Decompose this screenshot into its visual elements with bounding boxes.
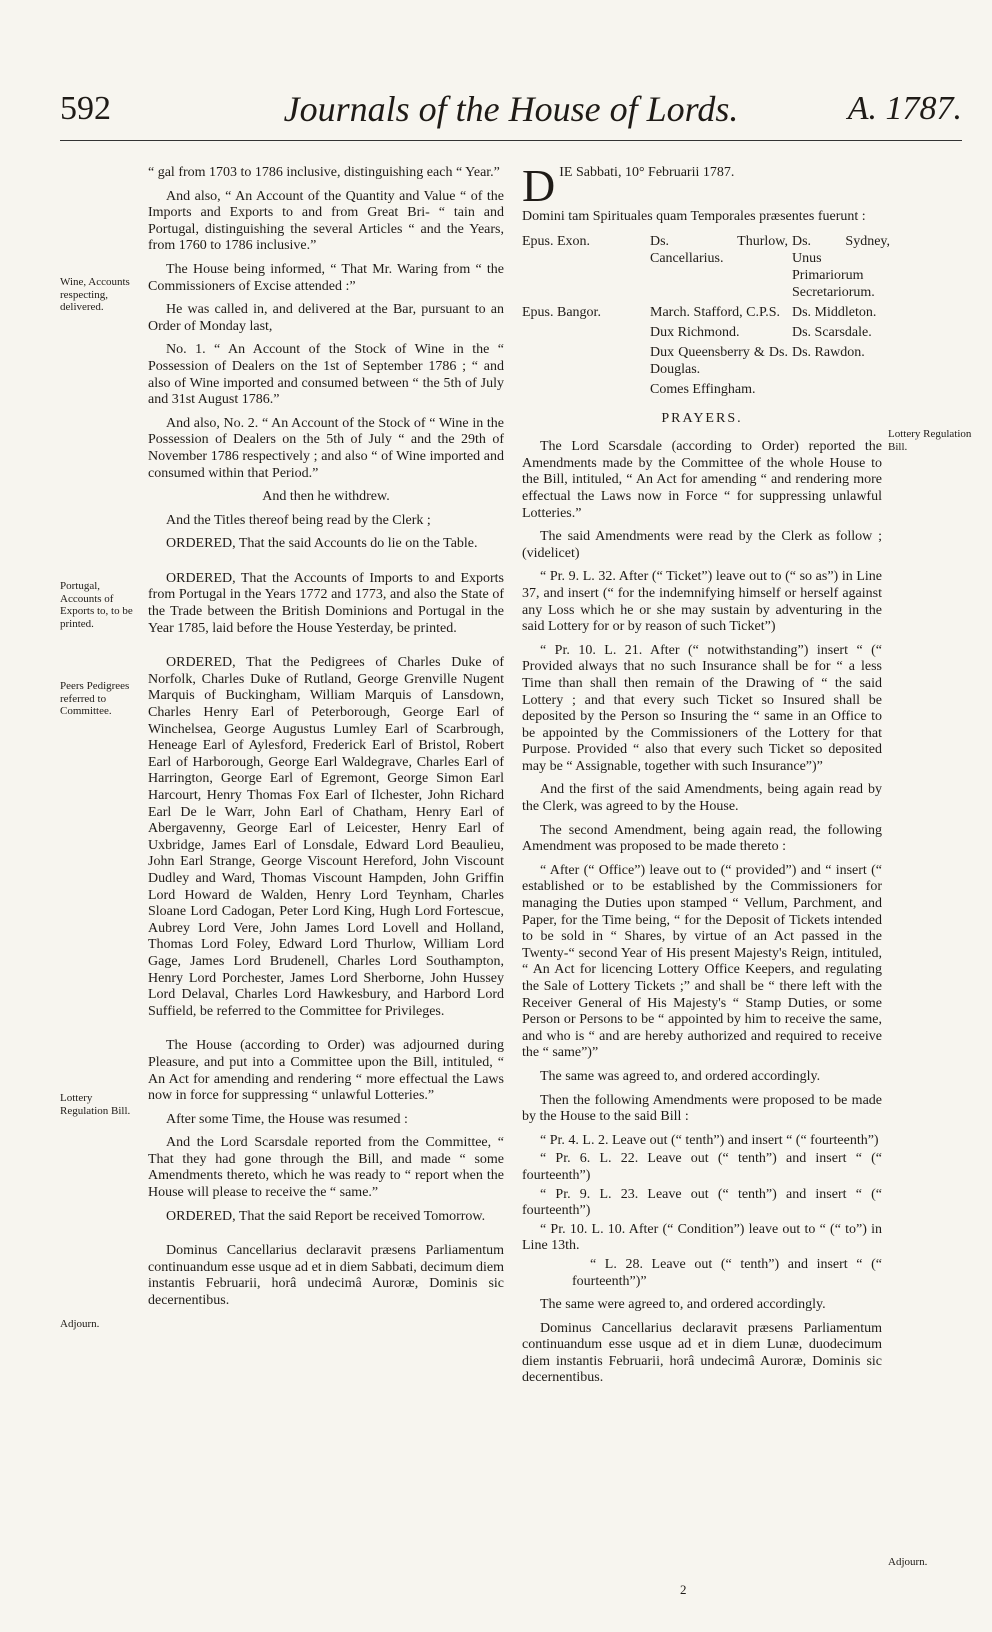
margin-note: Lottery Regulation Bill. [888, 428, 972, 453]
margin-note: Wine, Accounts respecting, delivered. [60, 276, 130, 313]
paragraph: “ Pr. 10. L. 21. After (“ notwithstanding”) insert “ (“ Provided always that no such Insurance shall be for “ a less Time than shall then remain of the Drawing of “ the said Lottery ; and that every such Ticket so Insured shall be deposited by the Person so Insuring the “ same in an Office to be appointed by the Commissioners of the Lottery for that Purpose. Provided “ also that every such Ticket so deposited may be “ Assignable, together with such Insurance”)” [522, 642, 882, 774]
date-heading [522, 160, 882, 211]
paragraph: The second Amendment, being again read, the following Amendment was proposed to be made thereto : [522, 822, 882, 855]
attendee: Epus. Exon. [522, 233, 591, 249]
paragraph: “ Pr. 4. L. 2. Leave out (“ tenth”) and insert “ (“ fourteenth”) [540, 1132, 879, 1148]
margin-note: Lottery Regulation Bill. [60, 1092, 131, 1117]
paragraph: “ Pr. 6. L. 22. Leave out (“ tenth”) and insert “ (“ fourteenth”) [522, 1151, 882, 1183]
paragraph: “ Pr. 10. L. 10. After (“ Condition”) leave out to “ (“ to”) in Line 13th. [522, 1221, 882, 1254]
margin-note: Adjourn. [60, 1318, 100, 1330]
paragraph: The same were agreed to, and ordered accordingly. [540, 1297, 826, 1313]
attendee: Dux Richmond. [650, 324, 740, 340]
paragraph: The said Amendments were read by the Clerk as follow ; (videlicet) [522, 529, 882, 561]
attendee: Dux Queensberry & Ds. Douglas. [650, 344, 788, 377]
attendee: Ds. Thurlow, Cancellarius. [650, 233, 788, 266]
present-line: Domini tam Spirituales quam Temporales præsentes fuerunt : [522, 209, 866, 224]
paragraph: And also, “ An Account of the Quantity and Value “ of the Imports and Exports to and from Great Bri- “ tain and Portugal, distinguishing the several Articles “ and the Years, from 1760 to 1786 inclusive.” [148, 188, 504, 254]
paragraph: ORDERED, That the Pedigrees of Charles Duke of Norfolk, Charles Duke of Rutland, George Grenville Nugent Marquis of Buckingham, William Marquis of Lansdown, Charles Henry Earl of Peterborough, George Earl of Winchelsea, George Augustus Lumley Earl of Scarbrough, Heneage Earl of Aylesford, Frederick Earl of Bristol, Robert Earl of Harborough, George Earl Waldegrave, Charles Earl of Harrington, George Earl of Egremont, George Simon Earl Harcourt, Henry Thomas Fox Earl of Ilchester, John Richard Earl De le Warr, John Earl of Chatham, Henry Earl of Abergavenny, George Earl of Leicester, Henry Earl of Uxbridge, James Earl of Lonsdale, Edward Lord Beaulieu, John Earl Strange, George Viscount Hereford, John Viscount Dudley and Ward, Thomas Viscount Hampden, John Griffin Lord Howard de Walden, Henry Lord Teynham, Charles Sloane Lord Cadogan, Peter Lord King, Hugh Lord Fortescue, Aubrey Lord Vere, John James Lord Lovell and Holland, Thomas Lord Foley, Edward Lord Thurlow, William Lord Gage, James Lord Brudenell, Charles Lord Southampton, Henry Lord Porchester, James Lord Sherborne, John Hussey Lord Delaval, Charles Lord Hawkesbury, and Harbord Lord Suffield, be referred to the Committee for Privileges. [148, 655, 504, 1019]
drop-cap: D [522, 160, 556, 211]
paragraph: And the first of the said Amendments, being again read by the Clerk, was agreed to by the House. [522, 782, 882, 815]
margin-note: Portugal, Accounts of Exports to, to be printed. [60, 580, 133, 630]
margin-note: Peers Pedigrees referred to Committee. [60, 680, 130, 717]
attendee [522, 344, 646, 378]
attendee: Ds. Rawdon. [792, 344, 865, 360]
left-column [148, 165, 504, 1317]
paragraph: “ gal from 1703 to 1786 inclusive, distinguishing each “ Year.” [148, 165, 500, 180]
attendee: Comes Effingham. [650, 381, 756, 397]
paragraph: And the Lord Scarsdale reported from the Committee, “ That they had gone through the Bill, and made “ some Amendments thereto, which he was ready to “ report when the House will please to receive the “ same.” [148, 1135, 504, 1201]
paragraph: He was called in, and delivered at the Bar, pursuant to an Order of Monday last, [148, 302, 504, 334]
paragraph: “ Pr. 9. L. 32. After (“ Ticket”) leave out to (“ so as”) in Line 37, and insert (“ for the indemnifying himself or herself against any Loss which he or she may sustain by adventuring in the said Lottery for or by reason of such Ticket”) [522, 569, 882, 635]
paragraph: No. 1. “ An Account of the Stock of Wine in the “ Possession of Dealers on the 1st of September 1786 ; “ and also of Wine imported and consumed between “ the 5th of July and 31st August 1786.” [148, 342, 504, 408]
page-header [60, 88, 962, 138]
page-number: 592 [60, 90, 111, 127]
attendee: Epus. Bangor. [522, 304, 601, 320]
paragraph: ORDERED, That the said Report be received Tomorrow. [166, 1208, 486, 1224]
paragraph: “ Pr. 9. L. 23. Leave out (“ tenth”) and insert “ (“ fourteenth”) [522, 1186, 882, 1219]
attendance-list [522, 233, 890, 401]
catchword: 2 [680, 1582, 687, 1597]
paragraph: “ After (“ Office”) leave out to (“ provided”) and “ insert (“ established or to be established by the Commissioners for managing the Duties upon stamped “ Vellum, Parchment, and Paper, for the Time being, “ for the Deposit of Tickets intended to be sold in “ Shares, by virtue of an Act passed in the Twenty-“ second Year of His present Majesty's Reign, intituled, “ An Act for licencing Lottery Office Keepers, and regulating the Sale of Lottery Tickets ;” and shall be “ there left with the Receiver General of His Majesty's “ Stamp Duties, or some Person or Persons to be “ appointed by him to receive the same, and who is “ and are hereby authorized and required to receive the “ same”)” [522, 862, 882, 1061]
right-column [522, 160, 890, 1394]
paragraph: ORDERED, That the said Accounts do lie on the Table. [166, 536, 478, 552]
attendee [792, 381, 890, 398]
paragraph: Then the following Amendments were proposed to be made by the House to the said Bill : [522, 1092, 882, 1125]
paragraph: Dominus Cancellarius declaravit præsens Parliamentum continuandum esse usque ad et in diem Lunæ, duodecimum diem instantis Februarii, horâ undecimâ Auroræ, Dominis sic decernentibus. [522, 1320, 882, 1386]
paragraph: And the Titles thereof being read by the Clerk ; [166, 512, 431, 528]
margin-note: Adjourn. [888, 1556, 928, 1568]
attendee [522, 324, 646, 341]
paragraph: After some Time, the House was resumed : [166, 1111, 408, 1127]
paragraph: Dominus Cancellarius declaravit præsens Parliamentum continuandum esse usque ad et in diem Sabbati, decimum diem instantis Februarii, horâ undecimâ Auroræ, Dominis sic decernentibus. [148, 1243, 504, 1309]
paragraph: And then he withdrew. [262, 489, 390, 505]
header-rule [60, 140, 962, 141]
paragraph: The House being informed, “ That Mr. Waring from “ the Commissioners of Excise attended :” [148, 261, 504, 294]
prayers-heading: PRAYERS. [661, 410, 743, 426]
attendee: March. Stafford, C.P.S. [650, 304, 781, 320]
paragraph: And also, No. 2. “ An Account of the Stock of “ Wine in the Possession of Dealers on the 5th of July “ and the 29th of November 1786 respectively ; and also “ of Wine imported and consumed within that Period.” [148, 415, 504, 481]
paragraph: “ L. 28. Leave out (“ tenth”) and insert “ (“ fourteenth”)” [572, 1256, 882, 1289]
paragraph: The same was agreed to, and ordered accordingly. [540, 1068, 821, 1084]
attendee [522, 381, 646, 398]
attendee: Ds. Middleton. [792, 304, 877, 320]
page-title: Journals of the House of Lords. [283, 89, 739, 129]
attendee: Ds. Scarsdale. [792, 324, 872, 340]
paragraph: ORDERED, That the Accounts of Imports to and Exports from Portugal in the Years 1772 and 1773, and also the State of the Trade between the British Dominions and Portugal in the Year 1785, laid before the House Yesterday, be printed. [148, 570, 504, 636]
paragraph: The Lord Scarsdale (according to Order) reported the Amendments made by the Committee of the whole House to the Bill, intituled, “ An Act for amending “ and rendering more effectual the Laws now in Force “ for suppressing unlawful Lotteries.” [522, 439, 882, 521]
page-year: A. 1787. [847, 90, 962, 127]
attendee: Ds. Sydney, Unus Primariorum Secretariorum. [792, 233, 890, 300]
date-text: IE Sabbati, 10° Februarii 1787. [559, 165, 735, 180]
paragraph: The House (according to Order) was adjourned during Pleasure, and put into a Committee upon the Bill, intituled, “ An Act for amending and rendering “ more effectual the Laws now in force for suppressing “ unlawful Lotteries.” [148, 1038, 504, 1104]
